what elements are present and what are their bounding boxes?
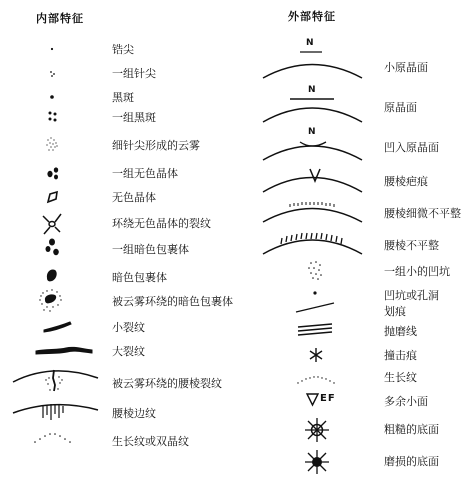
black-spot-cluster-icon (49, 112, 57, 122)
abraded-culet-icon (305, 450, 329, 474)
right-label-11: 生长纹 (384, 371, 417, 384)
n-letter-natural: N (308, 85, 316, 95)
right-label-5: 腰棱不平整 (384, 239, 439, 252)
right-label-12: 多余小面 (384, 395, 428, 408)
extra-facet-icon (307, 394, 318, 405)
impact-mark-icon (310, 348, 322, 362)
dark-inclusion-in-cloud-icon (39, 289, 61, 311)
natural-icon (263, 99, 362, 122)
right-label-2: 凹入原晶面 (384, 141, 439, 154)
single-pinpoint-icon (51, 48, 53, 50)
colorless-crystal-icon (48, 192, 57, 202)
left-label-1: 一组针尖 (112, 67, 156, 80)
indented-natural-icon (263, 142, 362, 160)
dark-inclusion-cluster-icon (46, 239, 59, 256)
small-crack-icon (44, 322, 71, 332)
left-label-11: 小裂纹 (112, 321, 145, 334)
right-label-0: 小原晶面 (384, 61, 428, 74)
colorless-crystal-cluster-icon (47, 167, 58, 179)
girdle-slight-roughness-icon (263, 202, 362, 222)
growth-twinning-line-icon (34, 433, 71, 443)
left-label-10: 被云雾环绕的暗色包裹体 (112, 295, 233, 308)
n-letter-small-natural: N (306, 38, 314, 48)
dark-inclusion-icon (47, 269, 57, 281)
right-label-13: 粗糙的底面 (384, 423, 439, 436)
left-label-6: 无色晶体 (112, 191, 156, 204)
surface-growth-line-icon (297, 376, 334, 383)
right-label-8: 划痕 (384, 305, 406, 318)
scratch-icon (296, 303, 334, 312)
right-label-6: 一组小的凹坑 (384, 265, 450, 278)
left-label-5: 一组无色晶体 (112, 167, 178, 180)
pit-or-cavity-icon (313, 291, 316, 294)
right-label-4: 腰棱细微不平整 (384, 207, 461, 220)
left-label-12: 大裂纹 (112, 345, 145, 358)
pinpoint-cluster-icon (50, 71, 55, 77)
black-spot-icon (50, 95, 54, 99)
left-label-7: 环绕无色晶体的裂纹 (112, 217, 211, 230)
right-label-3: 腰棱疤痕 (384, 175, 428, 188)
n-letter-indented-natural: N (308, 127, 316, 137)
small-natural-icon (263, 52, 362, 78)
right-label-1: 原晶面 (384, 101, 417, 114)
right-label-9: 抛磨线 (384, 325, 417, 338)
left-label-2: 黑斑 (112, 91, 134, 104)
external-features-heading: 外部特征 (288, 10, 336, 23)
extra-facet-letters: EF (320, 393, 336, 404)
crystal-with-cracks-icon (43, 214, 61, 234)
polish-lines-icon (298, 324, 332, 335)
left-label-0: 锆尖 (112, 43, 134, 56)
left-label-8: 一组暗色包裹体 (112, 243, 189, 256)
left-label-4: 细针尖形成的云雾 (112, 139, 200, 152)
small-pit-cluster-icon (308, 261, 322, 280)
girdle-fringe-icon (13, 404, 98, 420)
right-label-7: 凹坑或孔洞 (384, 289, 439, 302)
internal-features-heading: 内部特征 (36, 12, 84, 25)
left-label-15: 生长纹或双晶纹 (112, 435, 189, 448)
left-label-14: 腰棱边纹 (112, 407, 156, 420)
rough-culet-icon (305, 418, 329, 442)
left-label-13: 被云雾环绕的腰棱裂纹 (112, 377, 222, 390)
girdle-crack-in-cloud-icon (13, 370, 98, 391)
pinpoint-cloud-icon (46, 137, 57, 150)
right-label-10: 撞击痕 (384, 349, 417, 362)
girdle-roughness-icon (263, 233, 362, 254)
large-crack-icon (36, 347, 92, 354)
girdle-scar-icon (263, 169, 362, 192)
left-label-9: 暗色包裹体 (112, 271, 167, 284)
left-label-3: 一组黑斑 (112, 111, 156, 124)
right-label-14: 磨损的底面 (384, 455, 439, 468)
